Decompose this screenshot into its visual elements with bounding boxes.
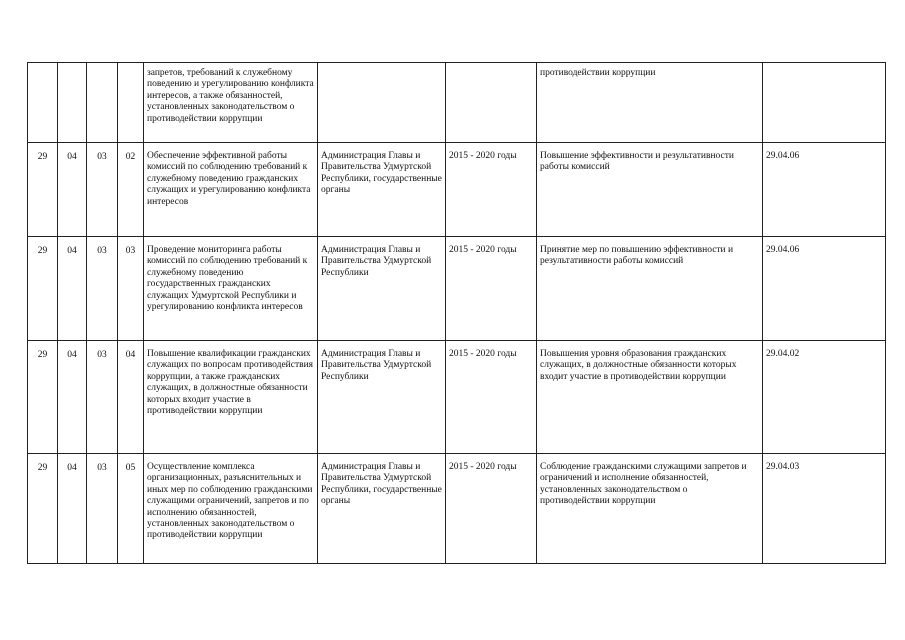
cell-program-code: 29 bbox=[28, 143, 58, 237]
cell-period: 2015 - 2020 годы bbox=[446, 454, 537, 564]
cell-expected-result: противодействии коррупции bbox=[537, 63, 763, 143]
program-activities-table bbox=[27, 62, 886, 564]
program-table-page bbox=[27, 62, 885, 563]
table-row bbox=[28, 454, 886, 564]
cell-expected-result: Принятие мер по повышению эффективности и результативности работы комиссий bbox=[537, 237, 763, 341]
cell-activity-name: Осуществление комплекса организационных, разъяснительных и иных мер по соблюдению гражданскими служащими ограничений, запретов и по исполнению обязанностей, установленных законодательством о противодействии коррупции bbox=[144, 454, 318, 564]
table-row bbox=[28, 143, 886, 237]
cell-expected-result: Повышение эффективности и результативности работы комиссий bbox=[537, 143, 763, 237]
cell-activity-code: 02 bbox=[118, 143, 144, 237]
cell-indicator-code: 29.04.02 bbox=[763, 341, 886, 454]
cell-expected-result: Повышения уровня образования гражданских служащих, в должностные обязанности которых входит участие в противодействии коррупции bbox=[537, 341, 763, 454]
cell-indicator-code: 29.04.03 bbox=[763, 454, 886, 564]
cell-activity-name: Обеспечение эффективной работы комиссий по соблюдению требований к служебному поведению гражданских служащих и урегулированию конфликта интересов bbox=[144, 143, 318, 237]
cell-subprogram-code: 04 bbox=[58, 454, 87, 564]
cell-activity-code: 05 bbox=[118, 454, 144, 564]
cell-executor: Администрация Главы и Правительства Удмуртской Республики, государственные органы bbox=[318, 454, 446, 564]
cell-period: 2015 - 2020 годы bbox=[446, 341, 537, 454]
cell-subprogram-code: 04 bbox=[58, 341, 87, 454]
cell-activity-code: 04 bbox=[118, 341, 144, 454]
cell-main-activity-code: 03 bbox=[87, 237, 118, 341]
cell-activity-code: 03 bbox=[118, 237, 144, 341]
cell-executor: Администрация Главы и Правительства Удмуртской Республики, государственные органы bbox=[318, 143, 446, 237]
cell-executor: Администрация Главы и Правительства Удмуртской Республики bbox=[318, 341, 446, 454]
cell-main-activity-code: 03 bbox=[87, 143, 118, 237]
cell-indicator-code bbox=[763, 63, 886, 143]
cell-period: 2015 - 2020 годы bbox=[446, 143, 537, 237]
table-row bbox=[28, 63, 886, 143]
cell-activity-name: запретов, требований к служебному поведению и урегулированию конфликта интересов, а также обязанностей, установленных законодательством о противодействии коррупции bbox=[144, 63, 318, 143]
cell-subprogram-code bbox=[58, 63, 87, 143]
cell-program-code bbox=[28, 63, 58, 143]
table-row bbox=[28, 237, 886, 341]
cell-activity-code bbox=[118, 63, 144, 143]
cell-program-code: 29 bbox=[28, 237, 58, 341]
table-row bbox=[28, 341, 886, 454]
cell-activity-name: Повышение квалификации гражданских служащих по вопросам противодействия коррупции, а также гражданских служащих, в должностные обязанности которых входит участие в противодействии коррупции bbox=[144, 341, 318, 454]
cell-executor: Администрация Главы и Правительства Удмуртской Республики bbox=[318, 237, 446, 341]
cell-period: 2015 - 2020 годы bbox=[446, 237, 537, 341]
cell-program-code: 29 bbox=[28, 454, 58, 564]
cell-executor bbox=[318, 63, 446, 143]
cell-subprogram-code: 04 bbox=[58, 237, 87, 341]
cell-expected-result: Соблюдение гражданскими служащими запретов и ограничений и исполнение обязанностей, установленных законодательством о противодействии коррупции bbox=[537, 454, 763, 564]
cell-indicator-code: 29.04.06 bbox=[763, 237, 886, 341]
cell-main-activity-code: 03 bbox=[87, 341, 118, 454]
cell-subprogram-code: 04 bbox=[58, 143, 87, 237]
cell-program-code: 29 bbox=[28, 341, 58, 454]
cell-main-activity-code bbox=[87, 63, 118, 143]
cell-main-activity-code: 03 bbox=[87, 454, 118, 564]
cell-activity-name: Проведение мониторинга работы комиссий по соблюдению требований к служебному поведению государственных гражданских служащих Удмуртской Республики и урегулированию конфликта интересов bbox=[144, 237, 318, 341]
cell-period bbox=[446, 63, 537, 143]
cell-indicator-code: 29.04.06 bbox=[763, 143, 886, 237]
